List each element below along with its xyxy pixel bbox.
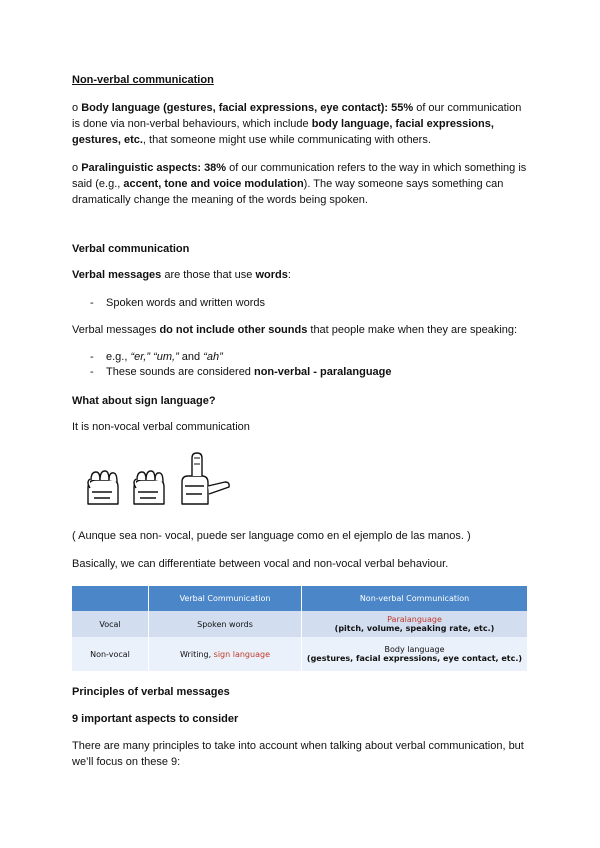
nonverbal-heading: Non-verbal communication bbox=[72, 74, 214, 86]
principles-text: There are many principles to take into account when talking about verbal communication, but we’ll focus on these 9: bbox=[72, 740, 524, 768]
paralinguistic-paragraph: o Paralinguistic aspects: 38% of our communication refers to the way in which something is said (e.g., accent, tone and voice modulation). The way someone says something can dramatically change the meaning of the words being spoken. bbox=[72, 162, 527, 206]
table-row bbox=[72, 637, 528, 671]
table-cell: Spoken words bbox=[149, 611, 302, 637]
table-cell: Body language (gestures, facial expressions, eye contact, etc.) bbox=[302, 637, 528, 671]
hand-icon bbox=[134, 471, 164, 504]
list-item: - Spoken words and written words bbox=[90, 297, 265, 309]
communication-comparison-table bbox=[72, 586, 528, 671]
principles-subheading: 9 important aspects to consider bbox=[72, 713, 239, 725]
table-header-cell: Verbal Communication bbox=[149, 586, 302, 611]
table-cell: Non-vocal bbox=[72, 637, 149, 671]
table-header-row bbox=[72, 586, 528, 611]
verbal-exclusion-line: Verbal messages do not include other sounds that people make when they are speaking: bbox=[72, 324, 518, 336]
spanish-note: ( Aunque sea non- vocal, puede ser language como en el ejemplo de las manos. ) bbox=[72, 530, 471, 542]
sign-language-heading: What about sign language? bbox=[72, 395, 216, 407]
verbal-definition: Verbal messages are those that use words: bbox=[72, 269, 291, 281]
table-header-cell bbox=[72, 586, 149, 611]
hand-icon bbox=[88, 471, 118, 504]
basically-line: Basically, we can differentiate between vocal and non-vocal verbal behaviour. bbox=[72, 558, 449, 570]
table-cell: Writing, sign language bbox=[149, 637, 302, 671]
verbal-bullet-list-1 bbox=[90, 296, 530, 311]
list-item: - e.g., “er,” “um,” and “ah” bbox=[90, 351, 223, 363]
verbal-bullet-list-2 bbox=[90, 350, 530, 380]
list-item: - These sounds are considered non-verbal - paralanguage bbox=[90, 366, 392, 378]
sign-language-hands-illustration bbox=[82, 452, 232, 512]
table-cell: Vocal bbox=[72, 611, 149, 637]
sign-language-line: It is non-vocal verbal communication bbox=[72, 421, 250, 433]
table-row bbox=[72, 611, 528, 637]
table-header-cell: Non-verbal Communication bbox=[302, 586, 528, 611]
body-language-paragraph: o Body language (gestures, facial expressions, eye contact): 55% of our communication is done via non-verbal behaviours, which include body language, facial expressions, gestures, etc., that someone might use while communicating with others. bbox=[72, 102, 522, 146]
table-cell: Paralanguage (pitch, volume, speaking rate, etc.) bbox=[302, 611, 528, 637]
hand-icon bbox=[182, 453, 229, 504]
verbal-heading: Verbal communication bbox=[72, 243, 190, 255]
principles-heading: Principles of verbal messages bbox=[72, 686, 230, 698]
